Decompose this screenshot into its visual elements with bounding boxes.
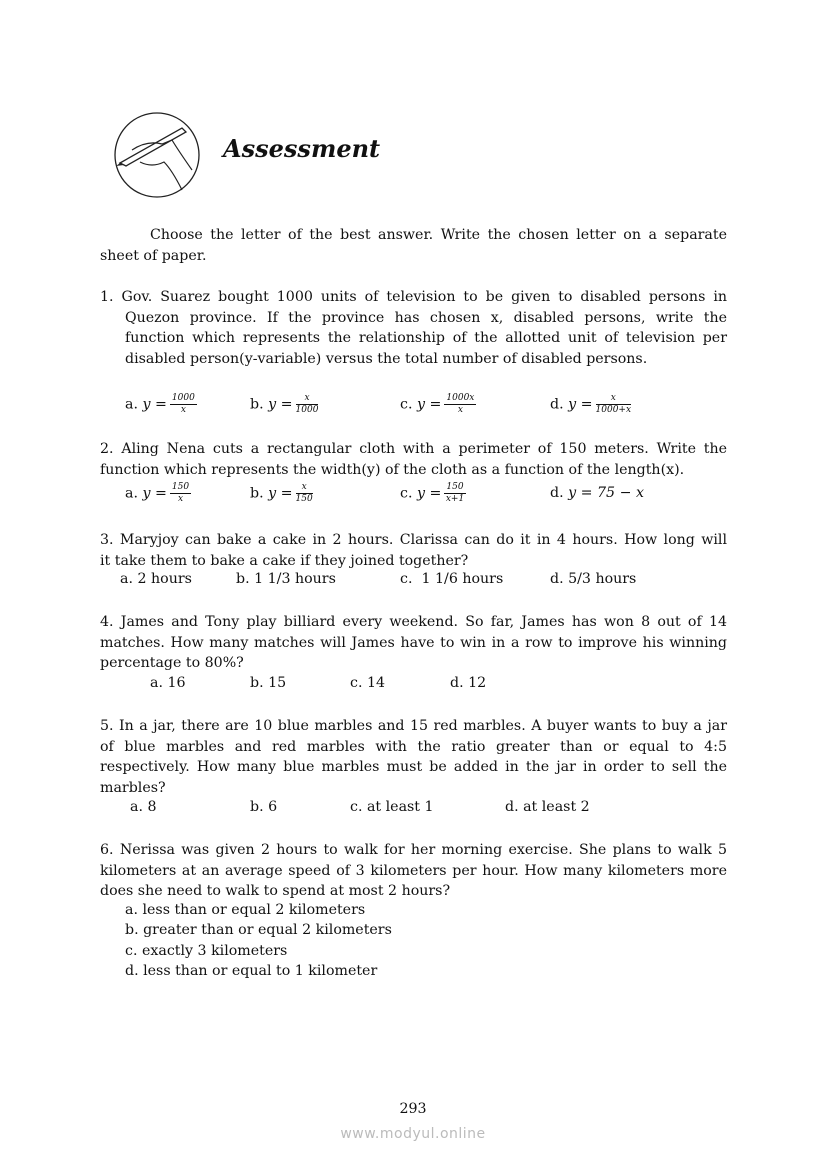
- question-1: [100, 287, 727, 369]
- option-a: a. less than or equal 2 kilometers: [125, 902, 366, 918]
- question-text: 3. Maryjoy can bake a cake in 2 hours. Clarissa can do it in 4 hours. How long will: [100, 532, 727, 548]
- question-text: kilometers at an average speed of 3 kilometers per hour. How many kilometers more: [100, 862, 727, 879]
- question-text: marbles?: [100, 779, 166, 796]
- option-d: d. y = $\frac{x}{1000+x}$: [550, 393, 632, 415]
- question-text: disabled person(y-variable) versus the total number of disabled persons.: [125, 350, 648, 367]
- option-b: b. 1 1/3 hours: [236, 571, 336, 587]
- option-c: c. y = $\frac{1000x}{x}$: [400, 393, 475, 415]
- question-text: respectively. How many blue marbles must be added in the jar in order to sell the: [100, 759, 727, 776]
- option-b: b. 6: [250, 799, 278, 815]
- option-a: a. 2 hours: [120, 571, 192, 587]
- page-title: Assessment: [223, 134, 381, 163]
- option-c: c. 14: [350, 675, 386, 691]
- question-6: [100, 840, 727, 902]
- hand-writing-icon: [112, 110, 202, 200]
- question-2: [100, 439, 727, 480]
- option-d: d. y = 75 − x: [550, 485, 644, 501]
- question-text: of blue marbles and red marbles with the ratio greater than or equal to 4:5: [100, 738, 727, 755]
- option-a: a. y = $\frac{1000}{x}$: [125, 393, 195, 415]
- question-3: [100, 530, 727, 571]
- option-d: d. at least 2: [505, 799, 590, 815]
- option-d: d. 12: [450, 675, 487, 691]
- option-a: a. 16: [150, 675, 186, 691]
- option-a: a. 8: [130, 799, 157, 815]
- question-text: 6. Nerissa was given 2 hours to walk for her morning exercise. She plans to walk 5: [100, 842, 727, 858]
- option-c: c. at least 1: [350, 799, 434, 815]
- question-text: 1. Gov. Suarez bought 1000 units of television to be given to disabled persons in: [100, 289, 727, 305]
- question-4: [100, 612, 727, 674]
- option-b: b. 15: [250, 675, 287, 691]
- question-text: does she need to walk to spend at most 2 hours?: [100, 883, 451, 900]
- option-b: b. y = $\frac{x}{1000}$: [250, 393, 319, 415]
- option-c: c. 1 1/6 hours: [400, 571, 504, 587]
- question-text: function which represents the relationship of the allotted unit of television per: [125, 330, 727, 347]
- instructions: Choose the letter of the best answer. Write the chosen letter on a separate sheet of paper.: [100, 227, 727, 264]
- question-text: 4. James and Tony play billiard every weekend. So far, James has won 8 out of 14: [100, 614, 727, 630]
- question-5: [100, 716, 727, 798]
- question-text: function which represents the width(y) of the cloth as a function of the length(x).: [100, 461, 685, 478]
- question-text: 5. In a jar, there are 10 blue marbles and 15 red marbles. A buyer wants to buy a jar: [100, 718, 727, 734]
- option-b: b. y = $\frac{x}{150}$: [250, 482, 313, 504]
- option-a: a. y = $\frac{150}{x}$: [125, 482, 190, 504]
- question-text: Quezon province. If the province has chosen x, disabled persons, write the: [125, 309, 727, 326]
- page-number: 293: [399, 1101, 427, 1117]
- option-b: b. greater than or equal 2 kilometers: [125, 922, 392, 938]
- question-text: it take them to bake a cake if they joined together?: [100, 552, 469, 569]
- question-text: 2. Aling Nena cuts a rectangular cloth with a perimeter of 150 meters. Write the: [100, 441, 727, 457]
- option-c: c. y = $\frac{150}{x+1}$: [400, 482, 465, 504]
- watermark: www.modyul.online: [340, 1126, 486, 1142]
- question-text: matches. How many matches will James have to win in a row to improve his winning: [100, 634, 727, 651]
- option-c: c. exactly 3 kilometers: [125, 943, 288, 959]
- option-d: d. less than or equal to 1 kilometer: [125, 963, 378, 979]
- option-d: d. 5/3 hours: [550, 571, 637, 587]
- question-text: percentage to 80%?: [100, 655, 244, 672]
